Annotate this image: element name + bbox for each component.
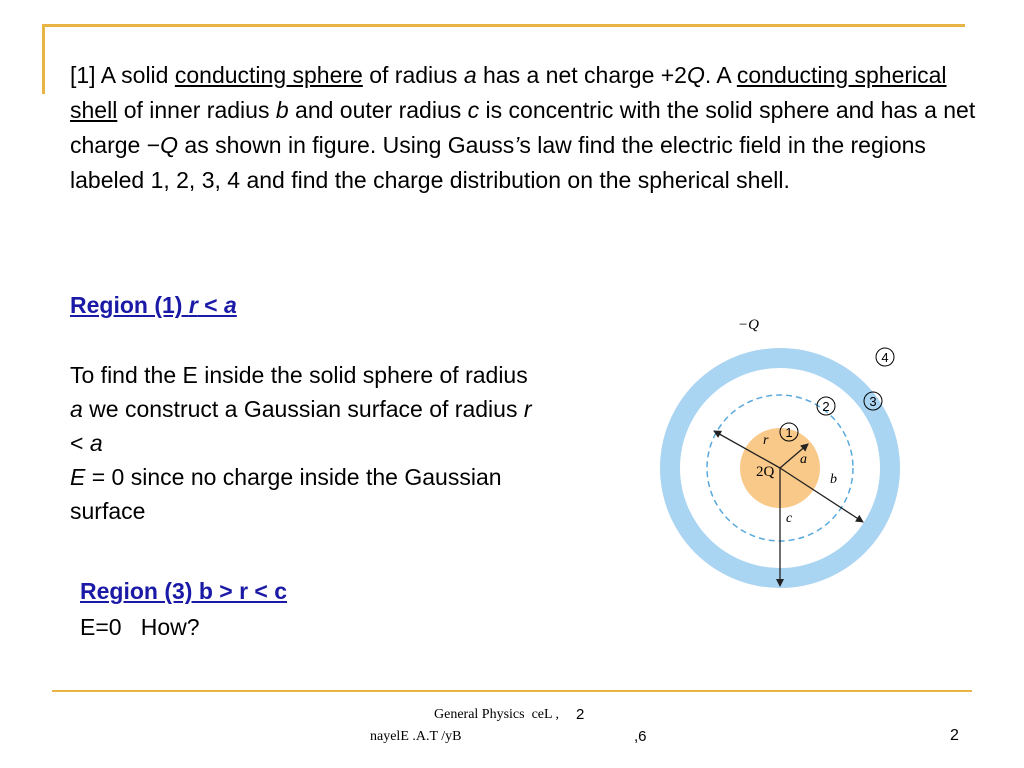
- explanation-var-a: a: [70, 396, 83, 422]
- region-marker-2-label: 2: [822, 399, 830, 414]
- problem-text: of inner radius: [117, 97, 276, 123]
- region-marker-1-label: 1: [785, 425, 793, 440]
- footer-course-line: General Physics ceL ,: [434, 707, 560, 722]
- page-number: 2: [950, 727, 959, 744]
- explanation-var-e: E: [70, 464, 86, 490]
- heading-text: Region (1): [70, 292, 189, 318]
- heading-var-r: r: [188, 292, 198, 318]
- explanation-text: we construct a Gaussian surface of radius: [82, 396, 524, 422]
- radius-a-label: a: [800, 452, 807, 467]
- region3-explanation: E=0 How?: [80, 614, 200, 640]
- problem-text: [1] A solid: [70, 62, 175, 88]
- region-marker-4-label: 4: [881, 350, 889, 365]
- explanation-text: = 0 since no charge inside the Gaussian surface: [70, 464, 502, 524]
- concentric-spheres-figure: [640, 300, 940, 590]
- region1-heading: [70, 292, 237, 319]
- problem-text: has a net charge +2: [476, 62, 687, 88]
- shell-charge-label: −Q: [738, 317, 759, 333]
- footer-rule: [52, 690, 972, 692]
- radius-c-label: c: [786, 511, 793, 526]
- var-q: Q: [686, 62, 705, 88]
- problem-text: . A: [704, 62, 737, 88]
- problem-statement: [70, 58, 980, 198]
- problem-text: as shown in figure. Using Gauss: [178, 132, 515, 158]
- explanation-var-r: r: [523, 396, 532, 422]
- apostrophe: ’: [514, 132, 520, 158]
- heading-var-a: a: [224, 292, 237, 318]
- var-b: b: [275, 97, 289, 123]
- problem-text: s law find the electric field in the regions labeled 1, 2, 3, 4 and find the charge distribution on the spherical shell.: [70, 132, 926, 193]
- problem-text: is concentric with the solid sphere and has a net charge −: [70, 97, 976, 158]
- problem-text: of radius: [362, 62, 464, 88]
- frame-left-rule: [42, 24, 45, 94]
- frame-top-rule: [42, 24, 965, 27]
- footer-course-line-number: 2: [576, 706, 585, 723]
- term-conducting-sphere: conducting sphere: [174, 62, 363, 88]
- var-c: c: [467, 97, 480, 123]
- region3-heading: Region (3) b > r < c: [80, 578, 288, 604]
- problem-text: and outer radius: [288, 97, 468, 123]
- var-q: Q: [160, 132, 179, 158]
- heading-text: <: [197, 292, 225, 318]
- footer-author-line: nayelE .A.T /yB: [370, 729, 462, 744]
- explanation-var-a: a: [89, 430, 103, 456]
- var-a: a: [463, 62, 477, 88]
- region-marker-3-label: 3: [869, 394, 877, 409]
- region1-explanation: [70, 358, 540, 528]
- explanation-text: <: [70, 430, 90, 456]
- explanation-text: To find the E inside the solid sphere of radius: [70, 362, 528, 388]
- radius-r-label: r: [763, 433, 769, 448]
- footer-author-line-number: ,6: [634, 728, 647, 745]
- radius-b-label: b: [830, 472, 837, 487]
- core-charge-label: 2Q: [756, 464, 775, 480]
- term-conducting-spherical-shell: conducting spherical shell: [70, 62, 947, 123]
